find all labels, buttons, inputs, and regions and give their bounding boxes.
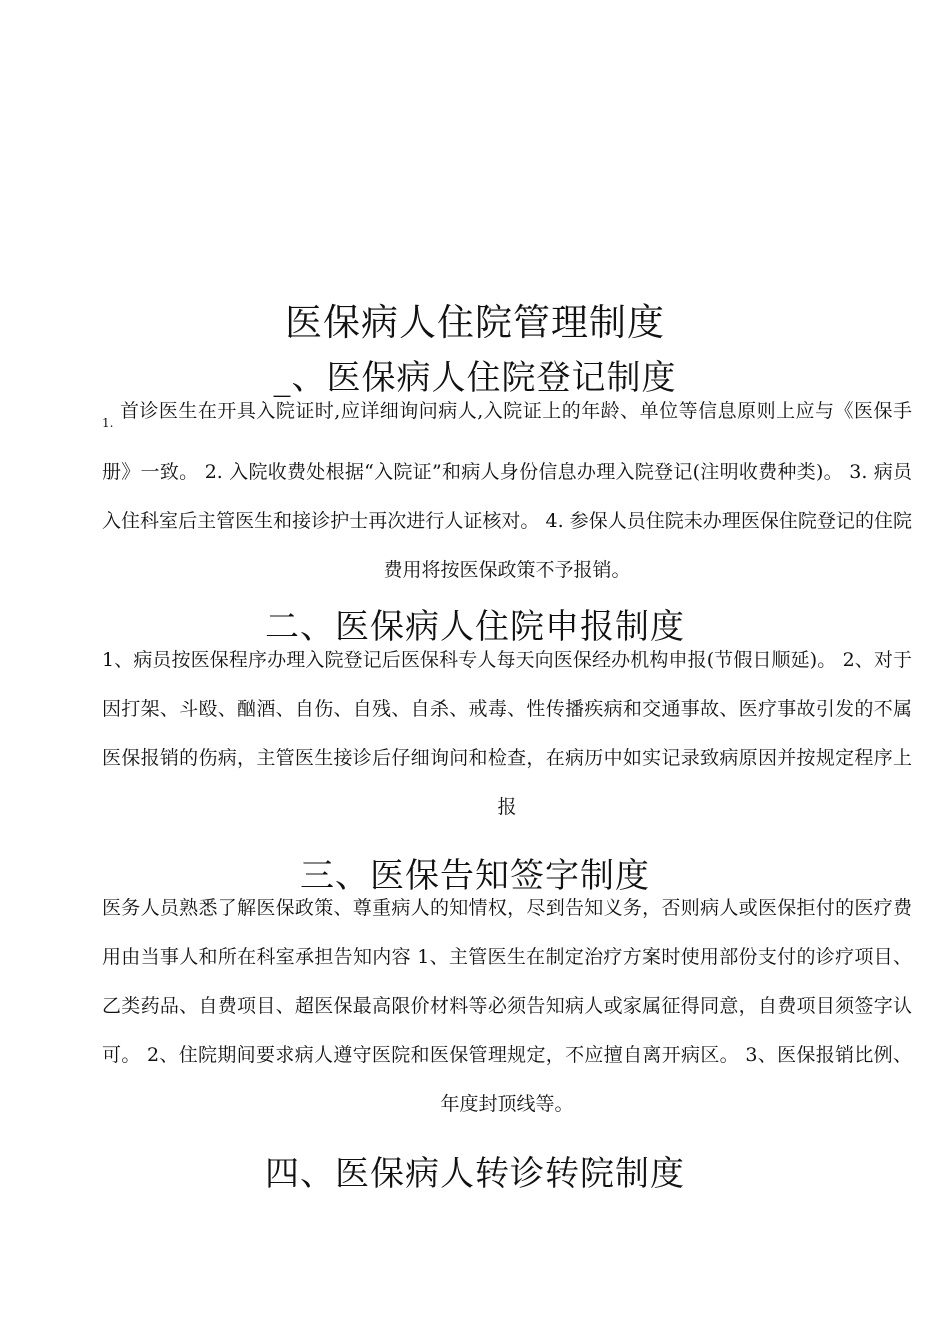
section-heading-1-text: 、医保病人住院登记制度: [291, 358, 677, 399]
section-heading-4: 四、医保病人转诊转院制度: [265, 1154, 685, 1195]
document-title: 医保病人住院管理制度: [285, 300, 665, 344]
section-body-3: 医务人员熟悉了解医保政策、尊重病人的知情权，尽到告知义务，否则病人或医保拒付的医疗费用由当事人和所在科室承担告知内容 1、主管医生在制定治疗方案时使用部份支付的诊疗项目、乙类药品、自费项目、超医保最高限价材料等必须告知病人或家属征得同意，自费项目须签字认可。 2、住院期间要求病人遵守医院和医保管理规定，不应擅自离开病区。 3、医保报销比例、年度封顶线等。: [102, 897, 912, 1115]
section-body-1-text: 首诊医生在开具入院证时,应详细询问病人,入院证上的年龄、单位等信息原则上应与《医保手册》一致。 2. 入院收费处根据“入院证”和病人身份信息办理入院登记(注明收费种类)。 3. 病员入住科室后主管医生和接诊护士再次进行人证核对。 4. 参保人员住院未办理医保住院登记的住院费用将按医保政策不予报销。: [102, 400, 912, 581]
section-heading-2: 二、医保病人住院申报制度: [265, 607, 685, 648]
section-body-1-number: 1.: [102, 416, 114, 430]
section-heading-3: 三、医保告知签字制度: [300, 856, 650, 897]
section-heading-1-prefix: _: [273, 358, 292, 399]
section-body-1: [102, 387, 912, 595]
section-body-2: 1、病员按医保程序办理入院登记后医保科专人每天向医保经办机构申报(节假日顺延)。 2、对于因打架、斗殴、酗酒、自伤、自残、自杀、戒毒、性传播疾病和交通事故、医疗事故引发的不属医保报销的伤病，主管医生接诊后仔细询问和检查，在病历中如实记录致病原因并按规定程序上报: [102, 649, 912, 818]
